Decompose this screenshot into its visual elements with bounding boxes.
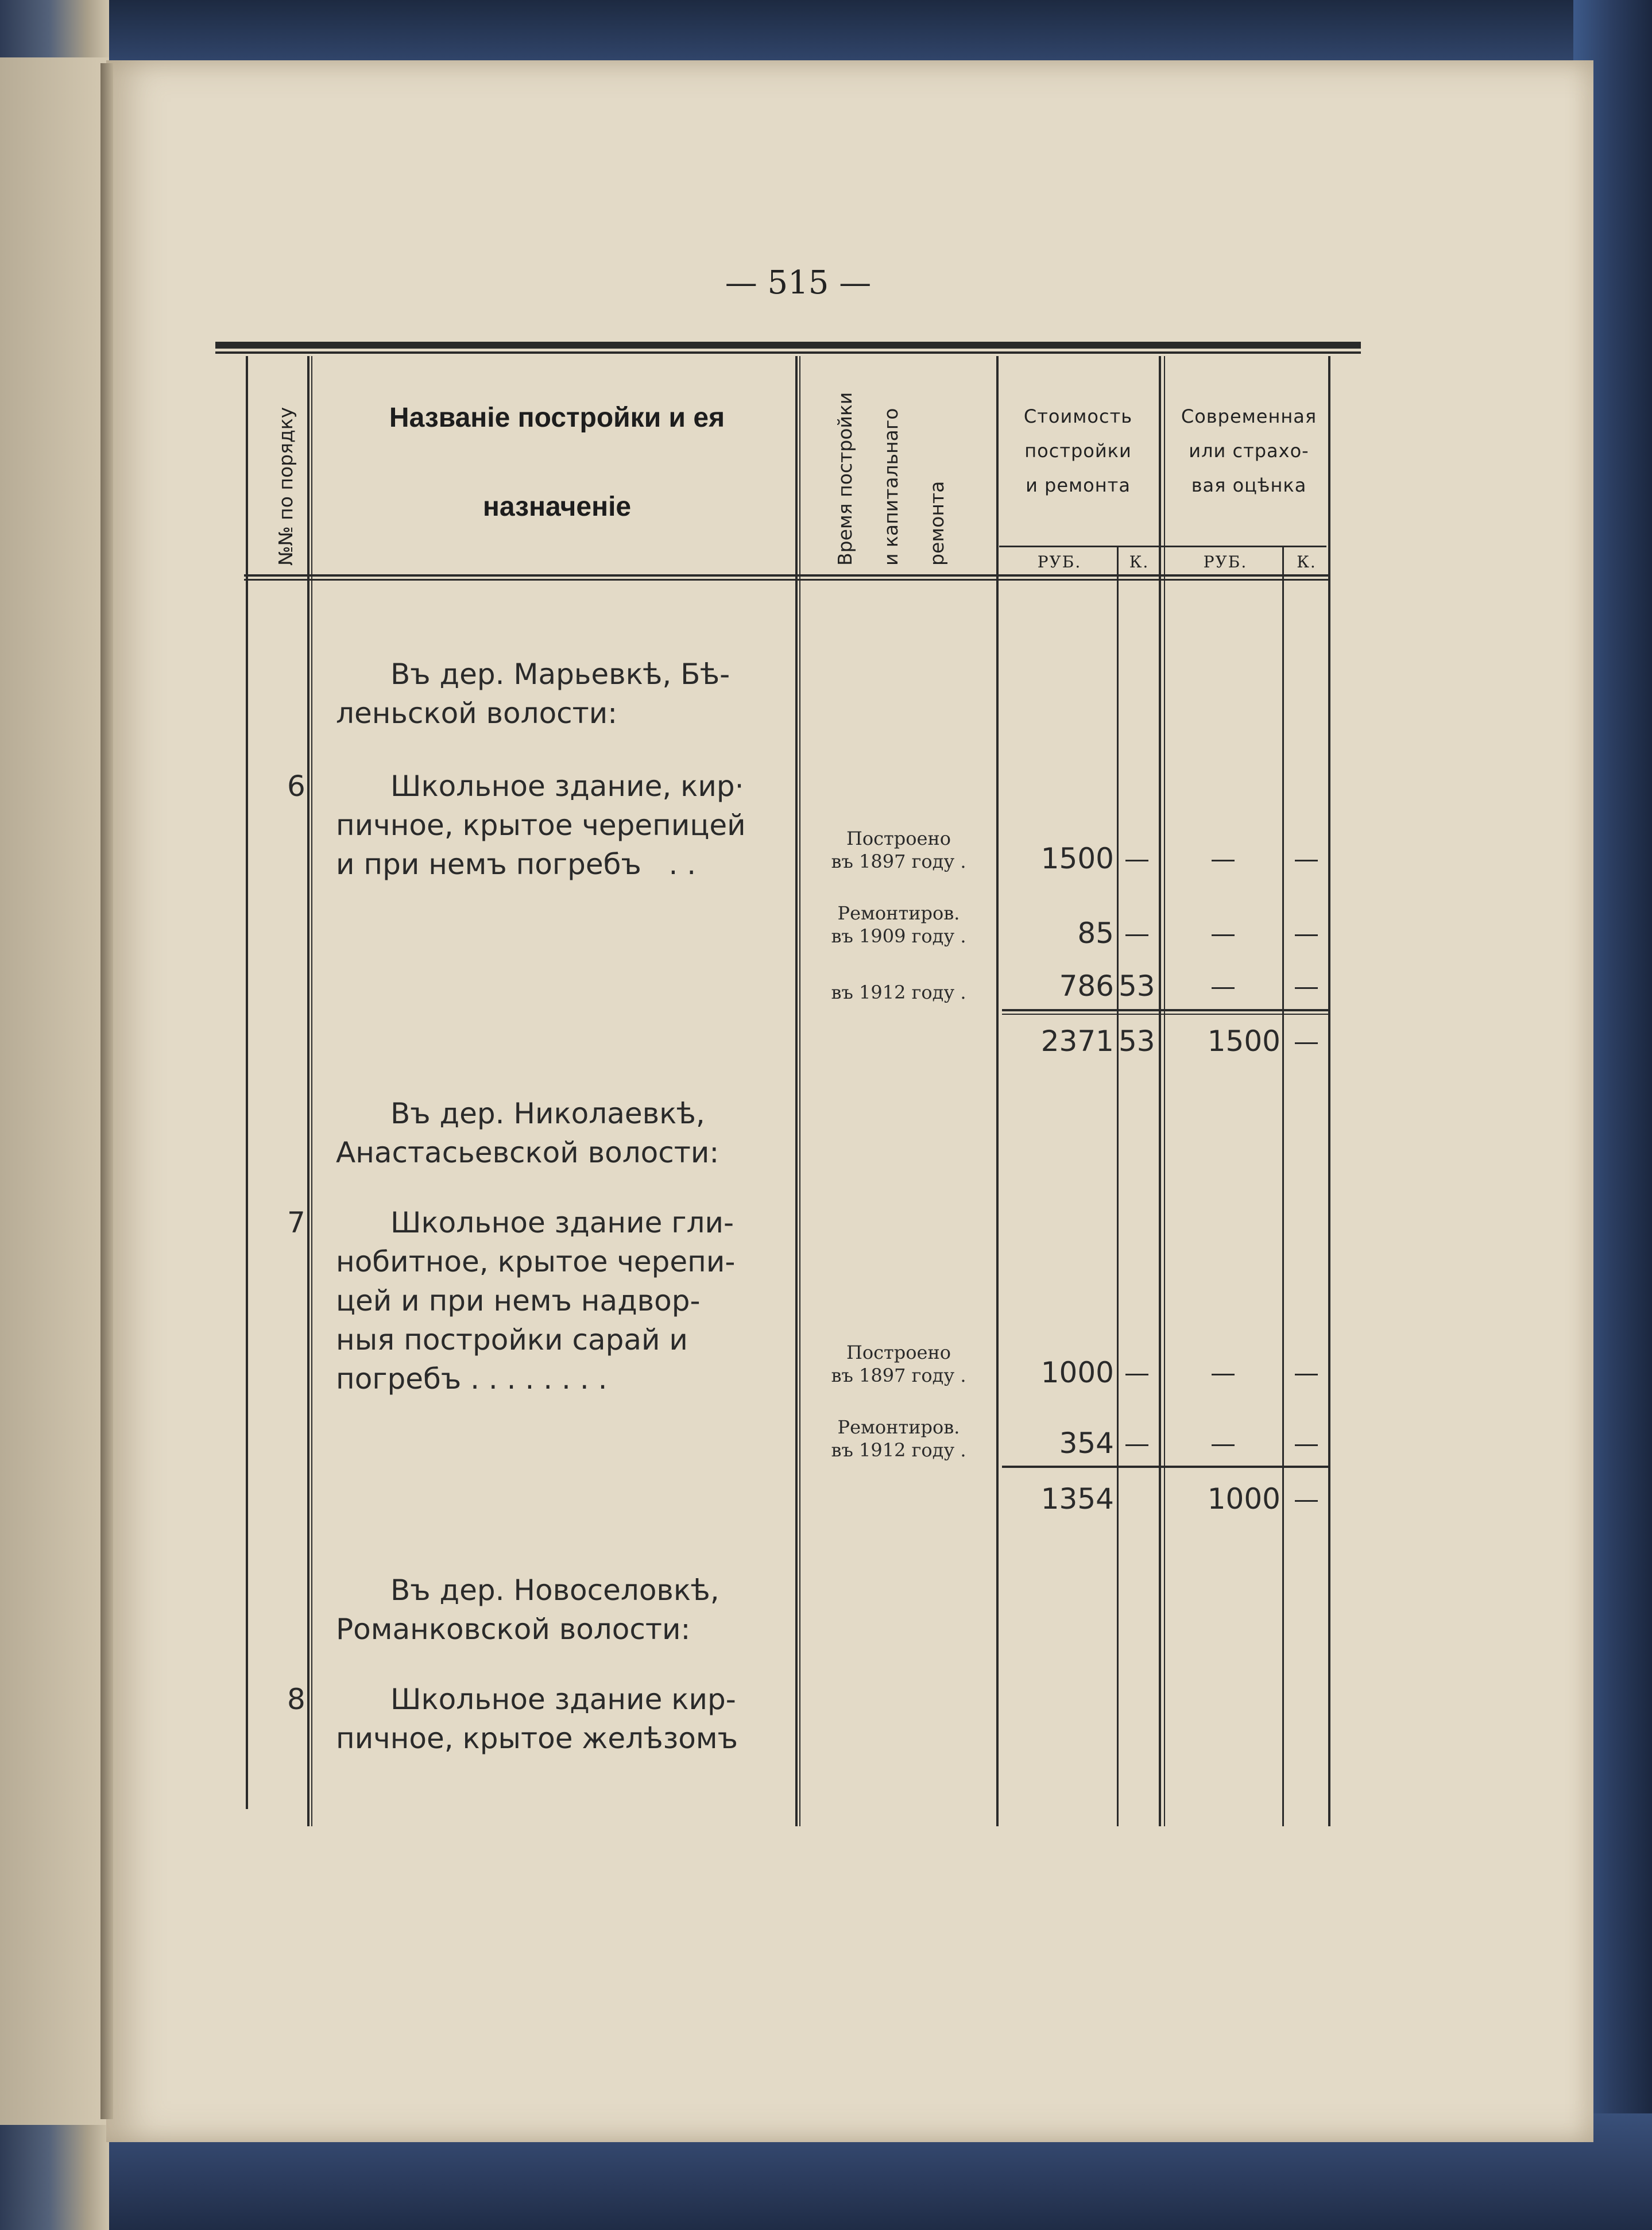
header-valuation-1: Современная: [1181, 405, 1317, 427]
section1-location-line1: Въ дер. Марьевкѣ, Бѣ-: [390, 658, 730, 691]
s1-row1-kop-dash: [1125, 860, 1148, 861]
s2-row1-valkop-dash: [1295, 1374, 1318, 1375]
section1-location-line2: леньской волости:: [336, 697, 618, 730]
col-rule-3b: [799, 356, 800, 1826]
s2-row1-val-dash: [1212, 1374, 1235, 1375]
s1-row3-time: въ 1912 году .: [831, 981, 966, 1003]
section2-desc-line4: ныя постройки сарай и: [336, 1323, 688, 1356]
s2-total-valkop-dash: [1295, 1500, 1318, 1502]
section1-desc-line1: Школьное здание, кир·: [390, 770, 744, 803]
s1-row3-kop: 53: [1119, 969, 1155, 1003]
header-cost-3: и ремонта: [1026, 474, 1131, 496]
header-number: №№ по порядку: [274, 407, 297, 566]
s2-row2-kop-dash: [1125, 1444, 1148, 1446]
unit-rule: [999, 546, 1326, 547]
section2-desc-line5: погребъ . . . . . . . .: [336, 1362, 608, 1396]
section2-desc-line2: нобитное, крытое черепи-: [336, 1245, 736, 1278]
col-rule-1: [246, 356, 248, 1809]
s1-row2-rub: 85: [1077, 917, 1114, 950]
s1-row2-val-dash: [1212, 934, 1235, 936]
col-rule-2: [307, 356, 309, 1826]
col-rule-6: [1159, 356, 1161, 1826]
s1-row2-time-1: Ремонтиров.: [837, 902, 960, 924]
s2-row1-time-1: Построено: [846, 1342, 951, 1363]
s2-row1-time-2: въ 1897 году .: [831, 1365, 966, 1386]
col-rule-5: [1117, 546, 1119, 1826]
section3-number: 8: [287, 1683, 305, 1716]
section3-location-line2: Романковской волости:: [336, 1613, 691, 1646]
unit-kop-valuation: К.: [1297, 552, 1317, 571]
section1-desc-line3: и при немъ погребъ . .: [336, 848, 697, 881]
previous-page-edge: [0, 57, 109, 2125]
s1-total-rule: [1002, 1009, 1329, 1011]
s1-row3-rub: 786: [1059, 969, 1114, 1003]
s1-row2-valkop-dash: [1295, 934, 1318, 936]
s1-row1-rub: 1500: [1040, 842, 1114, 875]
page: [106, 60, 1593, 2142]
col-rule-7: [1282, 546, 1284, 1826]
col-rule-3: [795, 356, 798, 1826]
section1-desc-line2: пичное, крытое черепицей: [336, 809, 746, 842]
header-bottom-rule: [244, 574, 1329, 577]
s1-total-kop: 53: [1119, 1025, 1155, 1058]
unit-rub-valuation: РУБ.: [1203, 552, 1248, 571]
section2-desc-line1: Школьное здание гли-: [390, 1206, 734, 1239]
s1-row1-time-1: Построено: [846, 828, 951, 849]
section1-number: 6: [287, 770, 305, 803]
section2-desc-line3: цей и при немъ надвор-: [336, 1284, 701, 1317]
page-number: — 515 —: [725, 264, 872, 302]
section2-location-line2: Анастасьевской волости:: [336, 1136, 719, 1169]
s1-total-valuation: 1500: [1207, 1025, 1280, 1058]
s1-row1-val-dash: [1212, 860, 1235, 861]
header-valuation-2: или страхо-: [1189, 440, 1309, 462]
s2-row1-kop-dash: [1125, 1374, 1148, 1375]
s2-row2-valkop-dash: [1295, 1444, 1318, 1446]
header-name-line2: назначенiе: [482, 492, 632, 522]
s2-row2-time-2: въ 1912 году .: [831, 1439, 966, 1461]
s2-total-rule: [1002, 1466, 1329, 1468]
unit-kop-cost: К.: [1129, 552, 1150, 571]
s1-row2-kop-dash: [1125, 934, 1148, 936]
s2-row1-rub: 1000: [1040, 1356, 1114, 1389]
book-cover-top: [0, 0, 1652, 69]
col-rule-6b: [1164, 356, 1165, 1826]
s1-total-rule-2: [1002, 1014, 1329, 1015]
header-valuation-3: вая оцѣнка: [1191, 474, 1307, 496]
s2-total-rub: 1354: [1040, 1482, 1114, 1516]
top-thin-rule: [215, 351, 1361, 354]
section3-location-line1: Въ дер. Новоселовкѣ,: [390, 1574, 719, 1607]
top-thick-rule: [215, 342, 1361, 349]
section3-desc-line1: Школьное здание кир-: [390, 1683, 736, 1716]
header-time-1: Время постройки: [834, 392, 856, 566]
s1-row3-val-dash: [1212, 987, 1235, 989]
section2-number: 7: [287, 1206, 305, 1239]
header-cost-2: постройки: [1024, 440, 1132, 462]
s2-total-valuation: 1000: [1207, 1482, 1280, 1516]
header-bottom-rule-2: [244, 579, 1329, 581]
header-time-2: и капитальнаго: [880, 408, 902, 566]
s2-row2-val-dash: [1212, 1444, 1235, 1446]
header-cost-1: Стоимость: [1023, 405, 1133, 427]
s1-total-rub: 2371: [1040, 1025, 1114, 1058]
col-rule-2b: [311, 356, 312, 1826]
s2-row2-rub: 354: [1059, 1427, 1114, 1460]
s1-row3-valkop-dash: [1295, 987, 1318, 989]
s1-row1-valkop-dash: [1295, 860, 1318, 861]
page-gutter: [100, 63, 113, 2119]
col-rule-8: [1328, 356, 1330, 1826]
s2-row2-time-1: Ремонтиров.: [837, 1416, 960, 1438]
section2-location-line1: Въ дер. Николаевкѣ,: [390, 1097, 705, 1130]
col-rule-4: [996, 356, 999, 1826]
header-time-3: ремонта: [926, 481, 948, 566]
unit-rub-cost: РУБ.: [1037, 552, 1082, 571]
s1-total-valkop-dash: [1295, 1042, 1318, 1044]
s1-row1-time-2: въ 1897 году .: [831, 851, 966, 872]
header-name-line1: Названiе постройки и ея: [389, 403, 725, 433]
section3-desc-line2: пичное, крытое желѣзомъ: [336, 1722, 738, 1755]
s1-row2-time-2: въ 1909 году .: [831, 925, 966, 947]
